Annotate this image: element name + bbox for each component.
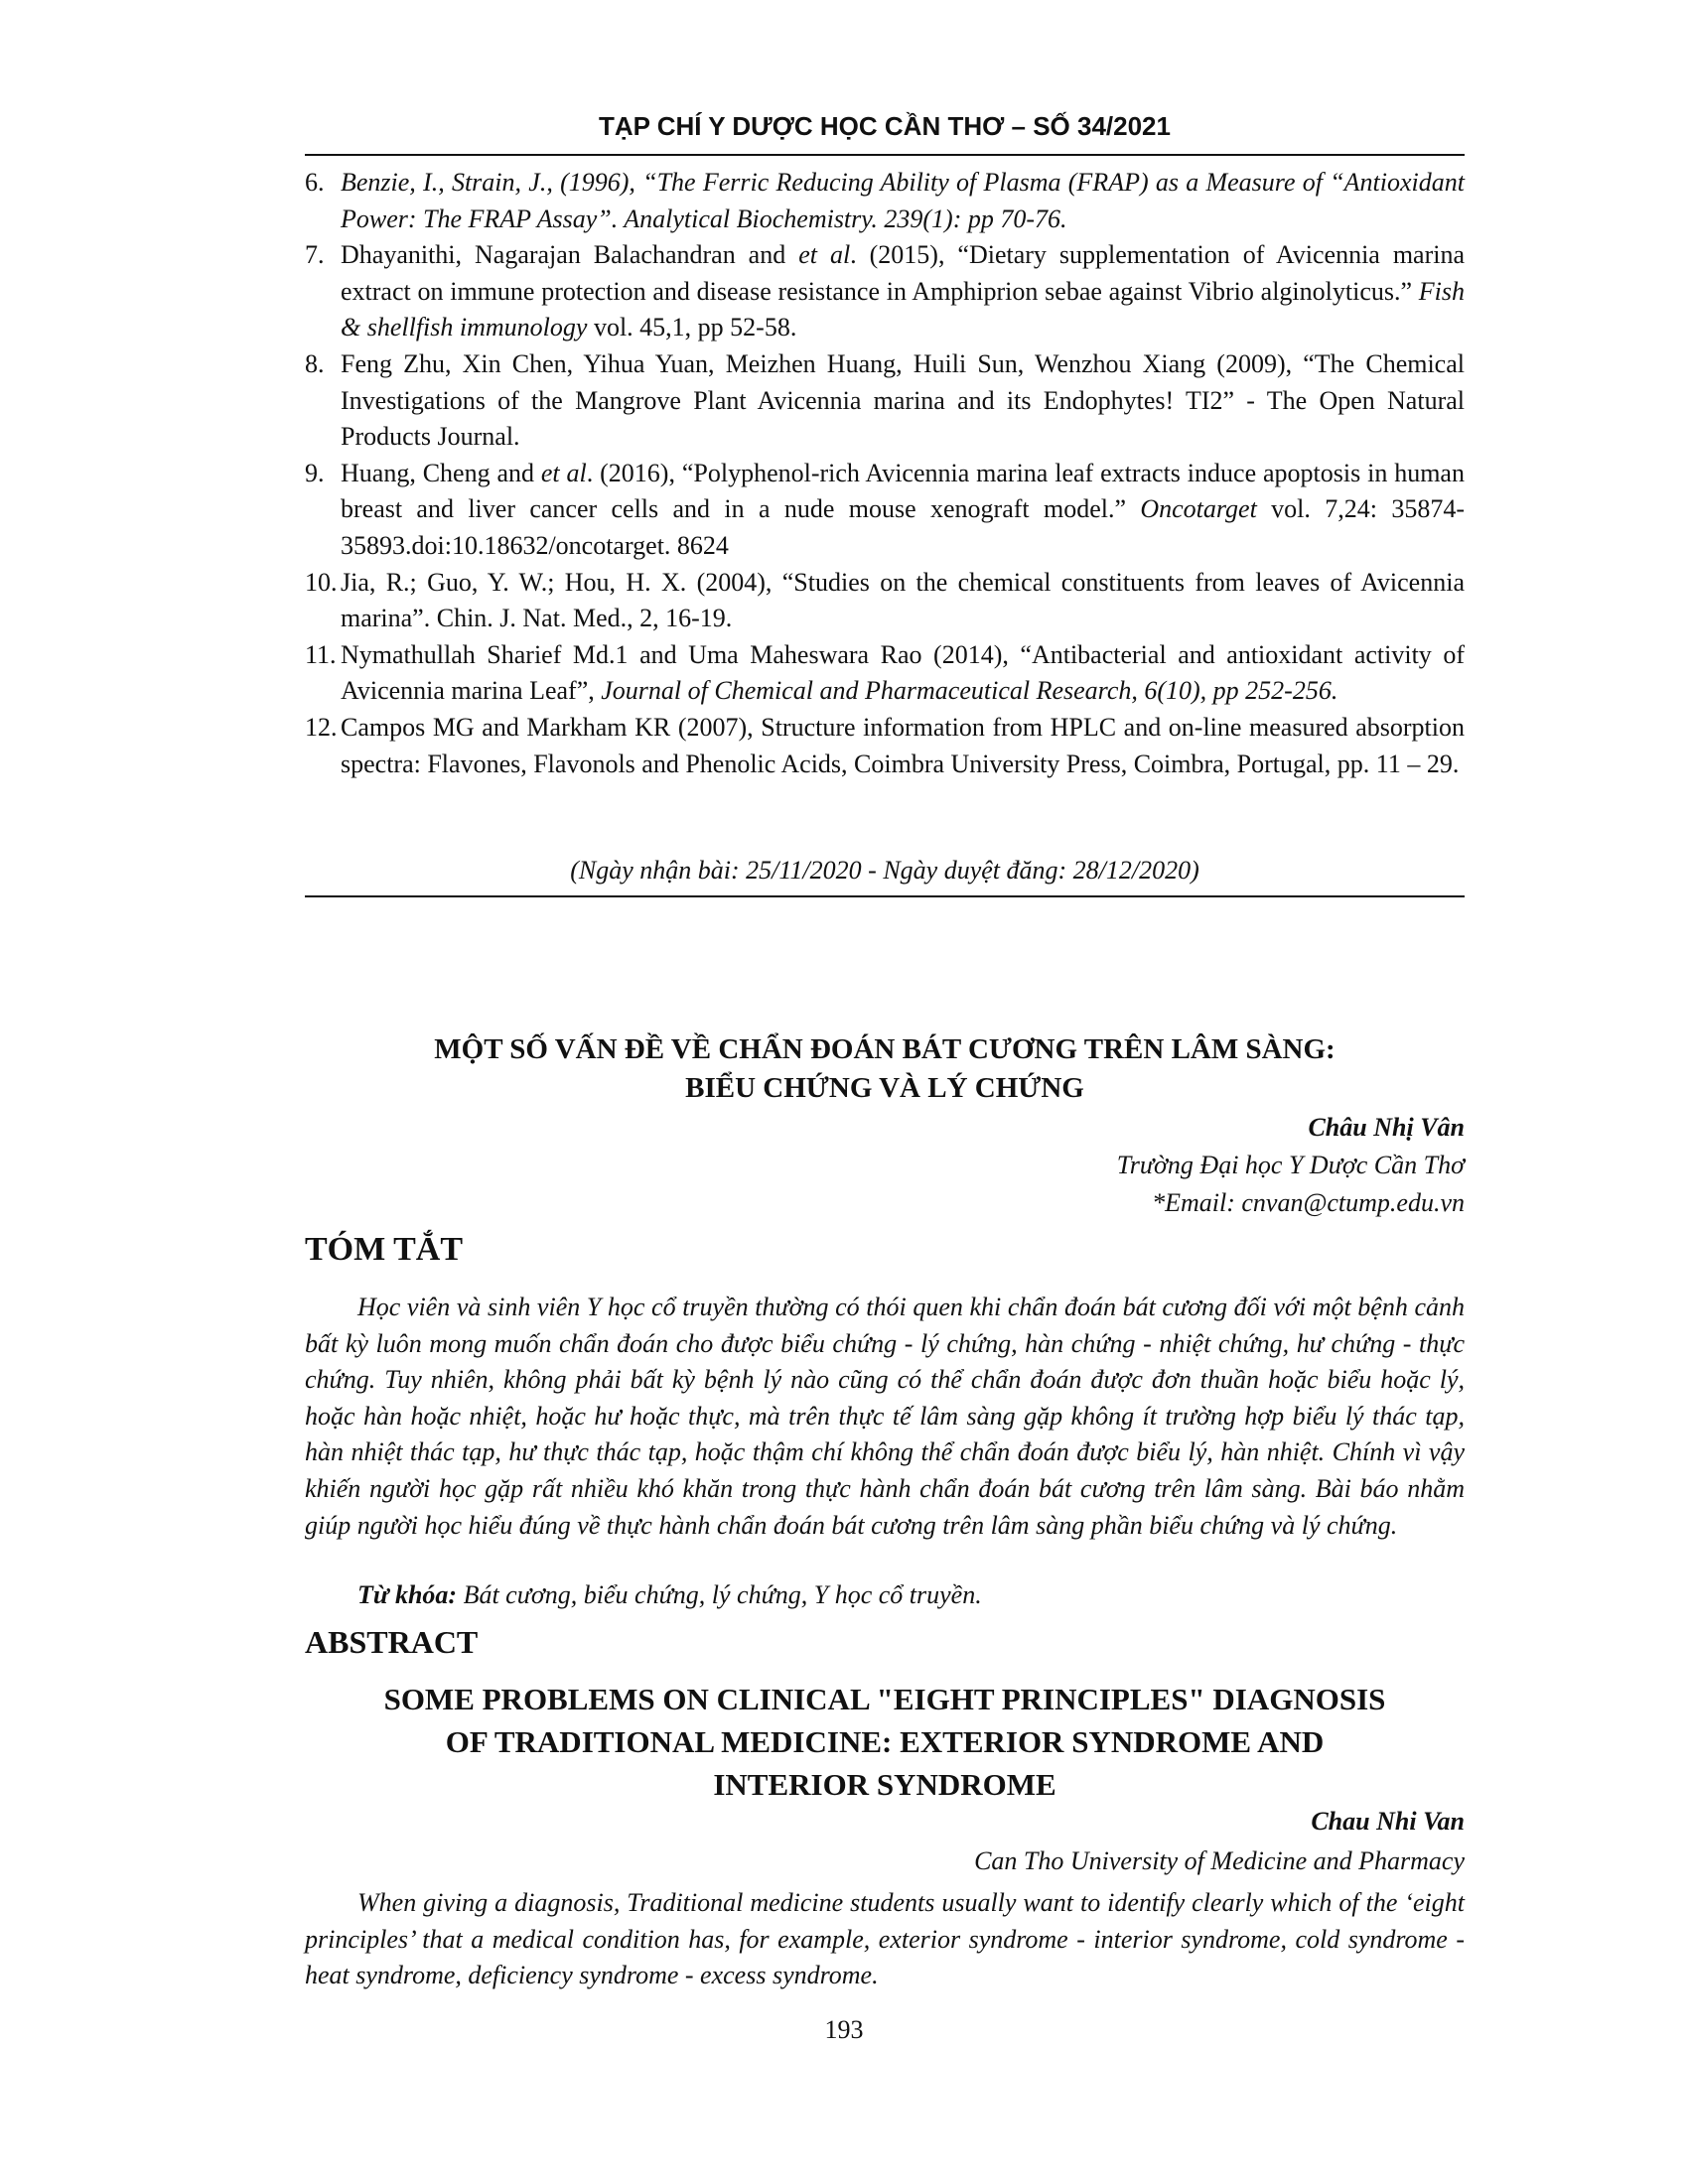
reference-text: Jia, R.; Guo, Y. W.; Hou, H. X. (2004), “Studies on the chemical constituents from leaves of Avicennia marina”. Chin. J. Nat. Med., 2, 16-19. <box>341 567 1465 633</box>
page-number: 193 <box>824 2015 864 2044</box>
article-title-en <box>305 1678 1465 1806</box>
title-line: INTERIOR SYNDROME <box>713 1767 1056 1802</box>
reference-text: Campos MG and Markham KR (2007), Structure information from HPLC and on-line measured absorption spectra: Flavones, Flavonols and Phenolic Acids, Coimbra University Press, Coimbra, Portugal, pp. 11 – 29. <box>341 712 1465 778</box>
abstract-text: When giving a diagnosis, Traditional medicine students usually want to identify clearly which of the ‘eight principles’ that a medical condition has, for example, exterior syndrome - interior syndrome, cold syndrome - heat syndrome, deficiency syndrome - excess syndrome. <box>305 1888 1465 1990</box>
reference-text: Huang, Cheng and <box>341 458 541 487</box>
reference-number: 6. <box>305 168 325 197</box>
section-rule <box>305 895 1465 897</box>
reference-text: Feng Zhu, Xin Chen, Yihua Yuan, Meizhen Huang, Huili Sun, Wenzhou Xiang (2009), “The Chemical Investigations of the Mangrove Plant Avicennia marina and its Endophytes! TI2” - The Open Natural Products Journal. <box>341 348 1465 452</box>
reference-item <box>305 165 1465 237</box>
summary-heading: TÓM TẮT <box>305 1231 464 1268</box>
author-email: *Email: cnvan@ctump.edu.vn <box>1152 1188 1465 1217</box>
title-line: OF TRADITIONAL MEDICINE: EXTERIOR SYNDROME AND <box>445 1724 1325 1759</box>
reference-item <box>305 710 1465 782</box>
reference-text: . (2016), “Polyphenol-rich Avicennia marina leaf extracts induce apoptosis in human breast and liver cancer cells and in a nude mouse xenograft model.” <box>341 458 1465 524</box>
reference-text: Journal of Chemical and Pharmaceutical Research, 6(10), pp 252-256. <box>601 676 1338 706</box>
reference-number: 8. <box>305 348 325 378</box>
summary-text: Học viên và sinh viên Y học cổ truyền thường có thói quen khi chẩn đoán bát cương đối với một bệnh cảnh bất kỳ luôn mong muốn chẩn đoán cho được biểu chứng - lý chứng, hàn chứng - nhiệt chứng, hư chứng - thực chứng. Tuy nhiên, không phải bất kỳ bệnh lý nào cũng có thể chẩn đoán được đơn thuần hoặc biểu hoặc lý, hoặc hàn hoặc nhiệt, hoặc hư hoặc thực, mà trên thực tế lâm sàng gặp không ít trường hợp biểu lý thác tạp, hàn nhiệt thác tạp, hư thực thác tạp, hoặc thậm chí không thể chẩn đoán được biểu lý, hàn nhiệt. Chính vì vậy khiến người học gặp rất nhiều khó khăn trong thực hành chẩn đoán bát cương trên lâm sàng. Bài báo nhằm giúp người học hiểu đúng về thực hành chẩn đoán bát cương trên lâm sàng phần biểu chứng và lý chứng. <box>305 1293 1465 1540</box>
title-line: SOME PROBLEMS ON CLINICAL "EIGHT PRINCIPLES" DIAGNOSIS <box>383 1682 1386 1716</box>
reference-item <box>305 637 1465 710</box>
reference-text: vol. 45,1, pp 52-58. <box>587 313 797 342</box>
author-affiliation-en: Can Tho University of Medicine and Pharmacy <box>974 1846 1465 1875</box>
keywords-value: Bát cương, biểu chứng, lý chứng, Y học cổ truyền. <box>457 1580 982 1609</box>
reference-item <box>305 565 1465 637</box>
reference-text: . (2015), “Dietary supplementation of Avicennia marina extract on immune protection and disease resistance in Amphiprion sebae against Vibrio alginolyticus.” <box>341 240 1465 306</box>
reference-list <box>305 165 1465 782</box>
reference-text: Benzie, I., Strain, J., (1996), “The Ferric Reducing Ability of Plasma (FRAP) as a Measure of “Antioxidant Power: The FRAP Assay”. Analytical Biochemistry. 239(1): pp 70-76. <box>341 168 1465 233</box>
reference-text: et al <box>540 458 587 487</box>
keywords <box>305 1580 1465 1610</box>
header-rule <box>305 154 1465 156</box>
author-name: Châu Nhị Vân <box>1308 1113 1465 1142</box>
reference-text: Nymathullah Sharief Md.1 and Uma Maheswara Rao (2014), “Antibacterial and antioxidant activity of Avicennia marina Leaf”, <box>341 639 1465 706</box>
reference-text: vol. 7,24: 35874-35893.doi:10.18632/oncotarget. 8624 <box>341 494 1465 560</box>
article-title-vi <box>305 1030 1465 1108</box>
reference-number: 12. <box>305 712 338 742</box>
reference-text: Oncotarget <box>1140 494 1257 524</box>
reference-item <box>305 456 1465 565</box>
reference-text: et al <box>798 240 851 270</box>
abstract-heading: ABSTRACT <box>305 1624 479 1660</box>
author-affiliation: Trường Đại học Y Dược Cần Thơ <box>1116 1151 1465 1179</box>
reference-item <box>305 346 1465 456</box>
journal-header: TẠP CHÍ Y DƯỢC HỌC CẦN THƠ – SỐ 34/2021 <box>599 111 1171 141</box>
reference-number: 9. <box>305 458 325 487</box>
keywords-label: Từ khóa: <box>357 1580 458 1609</box>
title-line: BIỂU CHỨNG VÀ LÝ CHỨNG <box>685 1072 1084 1104</box>
reference-number: 7. <box>305 240 325 270</box>
reference-text: Dhayanithi, Nagarajan Balachandran and <box>341 240 799 270</box>
reference-number: 11. <box>305 639 337 669</box>
author-name-en: Chau Nhi Van <box>1311 1807 1465 1836</box>
reference-item <box>305 237 1465 346</box>
reference-number: 10. <box>305 567 338 597</box>
reference-text: Fish & shellfish immunology <box>341 276 1465 342</box>
title-line: MỘT SỐ VẤN ĐỀ VỀ CHẨN ĐOÁN BÁT CƯƠNG TRÊN LÂM SÀNG: <box>434 1033 1336 1065</box>
received-dates: (Ngày nhận bài: 25/11/2020 - Ngày duyệt đăng: 28/12/2020) <box>570 856 1199 885</box>
